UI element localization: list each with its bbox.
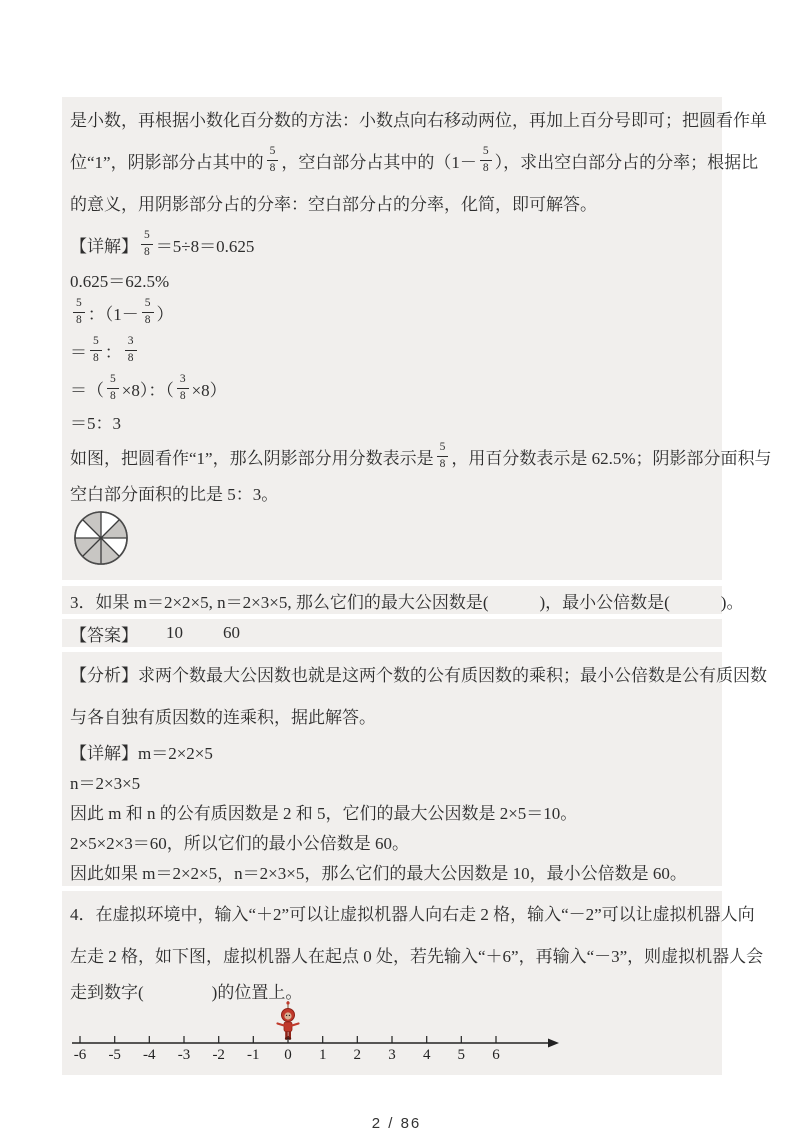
text: ：（1－ bbox=[87, 304, 139, 324]
denominator: 8 bbox=[144, 313, 151, 326]
detail-line bbox=[70, 223, 722, 265]
text: 【详解】m＝2×2×5 bbox=[70, 743, 213, 763]
page-number: 2 / 86 bbox=[371, 1115, 422, 1132]
denominator: 8 bbox=[110, 389, 116, 402]
numerator: 5 bbox=[90, 336, 102, 351]
conclusion-line bbox=[70, 435, 772, 477]
equation-line bbox=[70, 331, 722, 369]
numerator: 3 bbox=[125, 336, 137, 351]
text: ＝ bbox=[70, 342, 87, 362]
numerator: 5 bbox=[73, 298, 85, 313]
text: 如图，把圆看作“1”，那么阴影部分用分数表示是 bbox=[70, 448, 434, 468]
text: 与各自独有质因数的连乘积，据此解答。 bbox=[70, 707, 376, 727]
analysis-line bbox=[70, 694, 722, 736]
tick-label: -1 bbox=[247, 1047, 260, 1063]
denominator: 8 bbox=[76, 313, 82, 326]
tick-label: 3 bbox=[388, 1047, 396, 1063]
q3-answer-block bbox=[62, 619, 722, 647]
fraction bbox=[142, 298, 154, 326]
analysis-line bbox=[70, 97, 767, 139]
tick-label: 4 bbox=[422, 1047, 431, 1063]
tick-label: 1 bbox=[318, 1047, 327, 1063]
detail-line bbox=[70, 766, 722, 796]
equation-line bbox=[70, 369, 722, 407]
numerator: 5 bbox=[142, 298, 154, 313]
text: ×8）：（ bbox=[121, 380, 174, 400]
numerator: 5 bbox=[107, 374, 119, 389]
tick-label: 0 bbox=[284, 1047, 292, 1063]
text: ＝5÷8＝0.625 bbox=[155, 236, 255, 256]
answer-line bbox=[70, 619, 722, 647]
conclusion-line bbox=[70, 477, 722, 507]
tick-label: -2 bbox=[212, 1047, 225, 1063]
text: ） bbox=[156, 304, 174, 324]
text: 走到数字( )的位置上。 bbox=[70, 982, 303, 1002]
analysis-line bbox=[70, 181, 722, 223]
tick-label: -4 bbox=[143, 1047, 156, 1063]
answer-value: 10 bbox=[166, 623, 183, 642]
equation-line bbox=[70, 407, 722, 435]
text: 是小数，再根据小数化百分数的方法：小数点向右移动两位，再加上百分号即可；把圆看作单 bbox=[70, 110, 767, 130]
text: 左走 2 格，如下图，虚拟机器人在起点 0 处，若先输入“＋6”，再输入“－3”，则虚拟机器人会 bbox=[70, 946, 764, 966]
text: 2×5×2×3＝60，所以它们的最小公倍数是 60。 bbox=[70, 833, 410, 853]
detail-line bbox=[70, 826, 722, 856]
text: ＝（ bbox=[70, 380, 104, 400]
denominator: 8 bbox=[127, 351, 134, 364]
tick-label: 2 bbox=[353, 1047, 362, 1063]
q2-solution-block bbox=[62, 97, 772, 580]
tick-label: -6 bbox=[73, 1047, 87, 1063]
tick-label: 5 bbox=[457, 1047, 466, 1063]
answer-value: 60 bbox=[223, 623, 240, 642]
text: ： bbox=[104, 342, 122, 362]
numerator: 5 bbox=[267, 146, 279, 161]
detail-line bbox=[70, 796, 722, 826]
fraction bbox=[177, 374, 189, 402]
text: ），求出空白部分占的分率；根据比 bbox=[494, 152, 759, 172]
text: 位“1”，阴影部分占其中的 bbox=[70, 152, 264, 172]
pie-figure bbox=[70, 507, 722, 580]
analysis-line bbox=[70, 652, 767, 694]
text: ＝5：3 bbox=[70, 413, 121, 433]
text: n＝2×3×5 bbox=[70, 773, 141, 793]
fraction bbox=[480, 146, 492, 174]
tick-label: 6 bbox=[492, 1047, 500, 1063]
equation-line bbox=[70, 265, 722, 293]
text: ，空白部分占其中的（1－ bbox=[281, 152, 477, 172]
fraction bbox=[90, 336, 102, 364]
text: 因此 m 和 n 的公有质因数是 2 和 5，它们的最大公因数是 2×5＝10。 bbox=[70, 803, 578, 823]
denominator: 8 bbox=[269, 161, 276, 174]
question-3-block bbox=[62, 586, 744, 614]
fraction bbox=[73, 298, 85, 326]
denominator: 8 bbox=[179, 389, 186, 402]
text: 4．在虚拟环境中，输入“＋2”可以让虚拟机器人向右走 2 格，输入“－2”可以让虚拟机器人向 bbox=[70, 904, 755, 924]
question-4-text bbox=[70, 933, 764, 975]
fraction bbox=[437, 442, 449, 470]
numerator: 3 bbox=[177, 374, 189, 389]
fraction bbox=[267, 146, 279, 174]
text: 3．如果 m＝2×2×5, n＝2×3×5, 那么它们的最大公因数是( )，最小公倍数是( )。 bbox=[70, 592, 744, 612]
fraction bbox=[125, 336, 137, 364]
question-3-text bbox=[70, 586, 744, 614]
question-4-text bbox=[70, 891, 755, 933]
fraction bbox=[141, 230, 153, 258]
page-top-margin bbox=[0, 0, 793, 97]
denominator: 8 bbox=[144, 245, 150, 258]
detail-line bbox=[70, 736, 722, 766]
numerator: 5 bbox=[141, 230, 153, 245]
tick-label: -5 bbox=[108, 1047, 121, 1063]
number-line-axis bbox=[70, 1007, 570, 1075]
denominator: 8 bbox=[482, 161, 489, 174]
analysis-line bbox=[70, 139, 759, 181]
text: 的意义，用阴影部分占的分率：空白部分占的分率，化简，即可解答。 bbox=[70, 194, 597, 214]
text: 0.625＝62.5% bbox=[70, 271, 170, 291]
number-line-figure bbox=[70, 1007, 722, 1075]
pie-chart-image bbox=[72, 509, 130, 567]
fraction bbox=[107, 374, 119, 402]
robot-icon bbox=[275, 1001, 301, 1043]
numerator: 5 bbox=[480, 146, 492, 161]
numerator: 5 bbox=[437, 442, 449, 457]
denominator: 8 bbox=[93, 351, 99, 364]
text: 【分析】求两个数最大公因数也就是这两个数的公有质因数的乘积；最小公倍数是公有质因数 bbox=[70, 665, 767, 685]
q3-solution-block bbox=[62, 652, 767, 886]
text: 空白部分面积的比是 5：3。 bbox=[70, 484, 279, 504]
text: 因此如果 m＝2×2×5，n＝2×3×5，那么它们的最大公因数是 10，最小公倍数是 60。 bbox=[70, 863, 687, 883]
detail-label: 【详解】 bbox=[70, 236, 138, 256]
denominator: 8 bbox=[439, 457, 446, 470]
equation-line bbox=[70, 293, 722, 331]
question-4-block bbox=[62, 891, 764, 1075]
text: ，用百分数表示是 62.5%；阴影部分面积与 bbox=[451, 448, 772, 468]
tick-label: -3 bbox=[177, 1047, 191, 1063]
question-4-text bbox=[70, 975, 722, 1005]
detail-line bbox=[70, 856, 722, 886]
text: ×8） bbox=[191, 380, 227, 400]
answer-label: 【答案】 bbox=[70, 625, 138, 645]
